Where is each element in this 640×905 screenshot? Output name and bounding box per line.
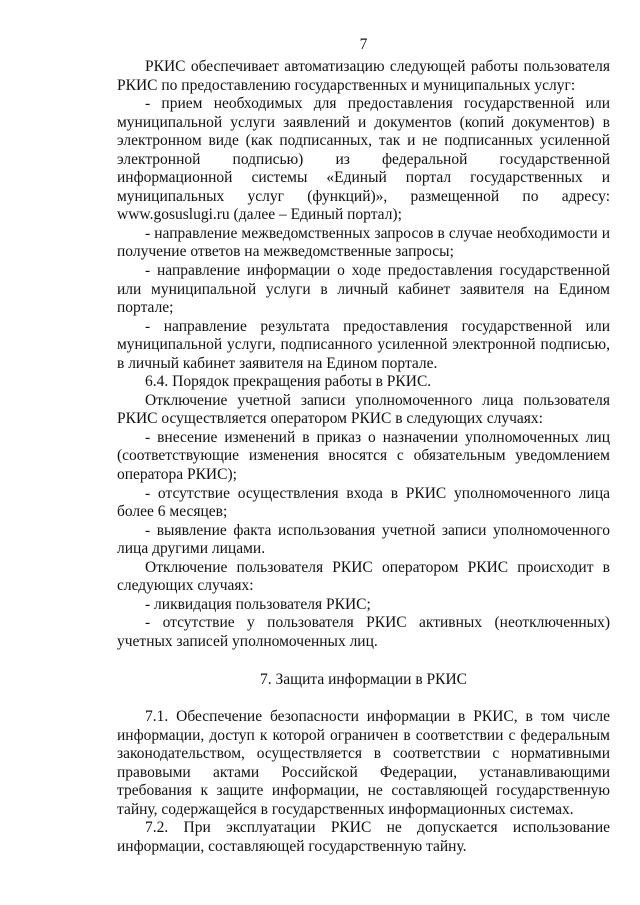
list-item: - ликвидация пользователя РКИС; [145,595,371,613]
section-heading: 7. Защита информации в РКИС [259,670,468,688]
list-item: - выявление факта использования учетной записи уполномоченного лица другими лицами. [117,521,610,558]
list-item: - направление информации о ходе предоставления государственной или муниципальной услуги в личный кабинет заявителя на Едином портале; [117,262,610,317]
subsection-title: 6.4. Порядок прекращения работы в РКИС. [145,373,432,391]
list-item: - внесение изменений в приказ о назначении уполномоченных лиц (соответствующие изменения вносятся с обязательным уведомлением оператора РКИС); [117,428,610,484]
list-item: - отсутствие осуществления входа в РКИС уполномоченного лица более 6 месяцев; [117,484,610,521]
list-item: - направление межведомственных запросов в случае необходимости и получение ответов на межведомственные запросы; [117,224,610,261]
paragraph: 7.2. При эксплуатации РКИС не допускается использование информации, составляющей государственную тайну. [117,819,610,855]
paragraph: РКИС обеспечивает автоматизацию следующей работы пользователя РКИС по предоставлению государственных и муниципальных услуг: [117,58,610,94]
page-number: 7 [359,36,368,53]
paragraph: Отключение учетной записи уполномоченного лица пользователя РКИС осуществляется оператором РКИС в следующих случаях: [117,391,610,428]
list-item: - отсутствие у пользователя РКИС активных (неотключенных) учетных записей уполномоченных лиц. [117,614,610,650]
list-item: - направление результата предоставления государственной или муниципальной услуги, подписанного усиленной электронной подписью, в личный кабинет заявителя на Едином портале. [117,317,610,372]
paragraph: 7.1. Обеспечение безопасности информации в РКИС, в том числе информации, доступ к которой ограничен в соответствии с федеральным законодательством, осуществляется в соответствии с нормативными правовыми актами Российской Федерации, устанавливающими требования к защите информации, не составляющей государственную тайну, содержащейся в государственных информационных системах. [117,708,610,818]
paragraph: Отключение пользователя РКИС оператором РКИС происходит в следующих случаях: [117,558,610,595]
list-item: - прием необходимых для предоставления государственной или муниципальной услуги заявлений и документов (копий документов) в электронном виде (как подписанных, так и не подписанных усиленной электронной подписью) из федеральной государственной информационной системы «Единый портал государственных и муниципальных услуг (функций)», размещенной по адресу: www.gosuslugi.ru (далее – Единый портал); [117,95,610,224]
document-page [117,36,610,856]
